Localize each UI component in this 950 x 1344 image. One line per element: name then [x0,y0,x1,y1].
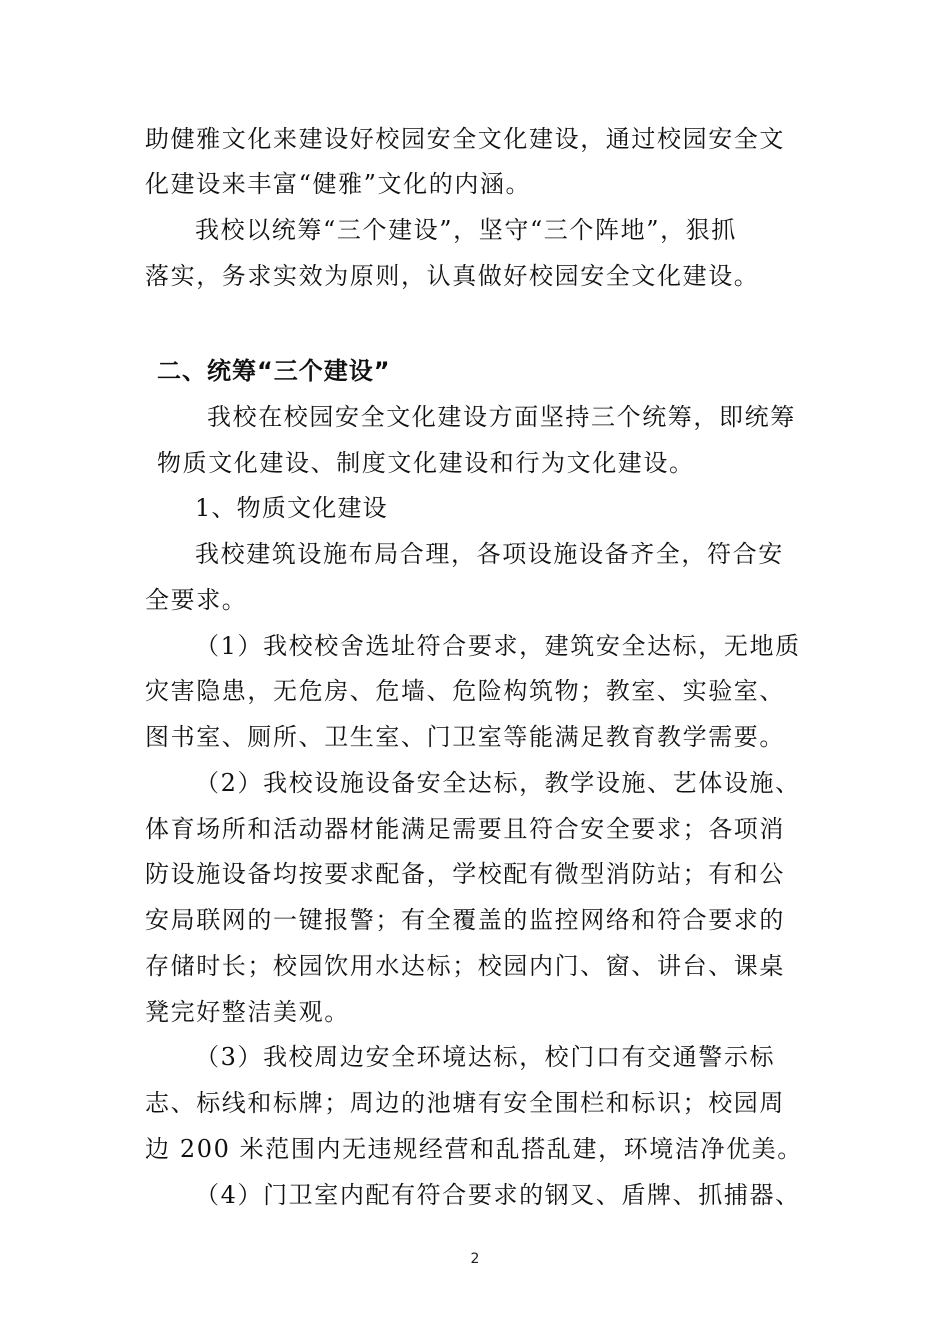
paragraph-line: （4）门卫室内配有符合要求的钢叉、盾牌、抓捕器、 [195,1181,801,1209]
paragraph-line: （1）我校校舍选址符合要求，建筑安全达标，无地质 [195,632,801,660]
paragraph-line: 化建设来丰富“健雅”文化的内涵。 [145,170,532,198]
paragraph-line: 边 200 米范围内无违规经营和乱搭乱建，环境洁净优美。 [145,1135,803,1163]
paragraph-line: （2）我校设施设备安全达标，教学设施、艺体设施、 [195,769,801,797]
paragraph-line: 防设施设备均按要求配备，学校配有微型消防站；有和公 [145,860,785,888]
paragraph-line: 我校以统筹“三个建设”，坚守“三个阵地”，狠抓 [195,216,737,244]
paragraph-line: 安局联网的一键报警；有全覆盖的监控网络和符合要求的 [145,906,785,934]
paragraph-line: 全要求。 [145,586,248,614]
section-heading: 二、统筹“三个建设” [157,357,391,385]
page-number: 2 [470,1251,480,1267]
paragraph-line: 落实，务求实效为原则，认真做好校园安全文化建设。 [145,262,760,290]
paragraph-line: 凳完好整洁美观。 [145,998,350,1026]
paragraph-line: 灾害隐患，无危房、危墙、危险构筑物；教室、实验室、 [145,677,785,705]
paragraph-line: 体育场所和活动器材能满足需要且符合安全要求；各项消 [145,815,785,843]
paragraph-line: 志、标线和标牌；周边的池塘有安全围栏和标识；校园周 [145,1089,785,1117]
subsection-heading: 1、物质文化建设 [195,494,388,522]
paragraph-line: 图书室、厕所、卫生室、门卫室等能满足教育教学需要。 [145,723,785,751]
paragraph-line: （3）我校周边安全环境达标，校门口有交通警示标 [195,1043,776,1071]
paragraph-line: 存储时长；校园饮用水达标；校园内门、窗、讲台、课桌 [145,952,785,980]
paragraph-line: 物质文化建设、制度文化建设和行为文化建设。 [157,449,695,477]
paragraph-line: 助健雅文化来建设好校园安全文化建设，通过校园安全文 [145,125,785,153]
paragraph-line: 我校在校园安全文化建设方面坚持三个统筹，即统筹 [207,403,796,431]
paragraph-line: 我校建筑设施布局合理，各项设施设备齐全，符合安 [195,540,784,568]
